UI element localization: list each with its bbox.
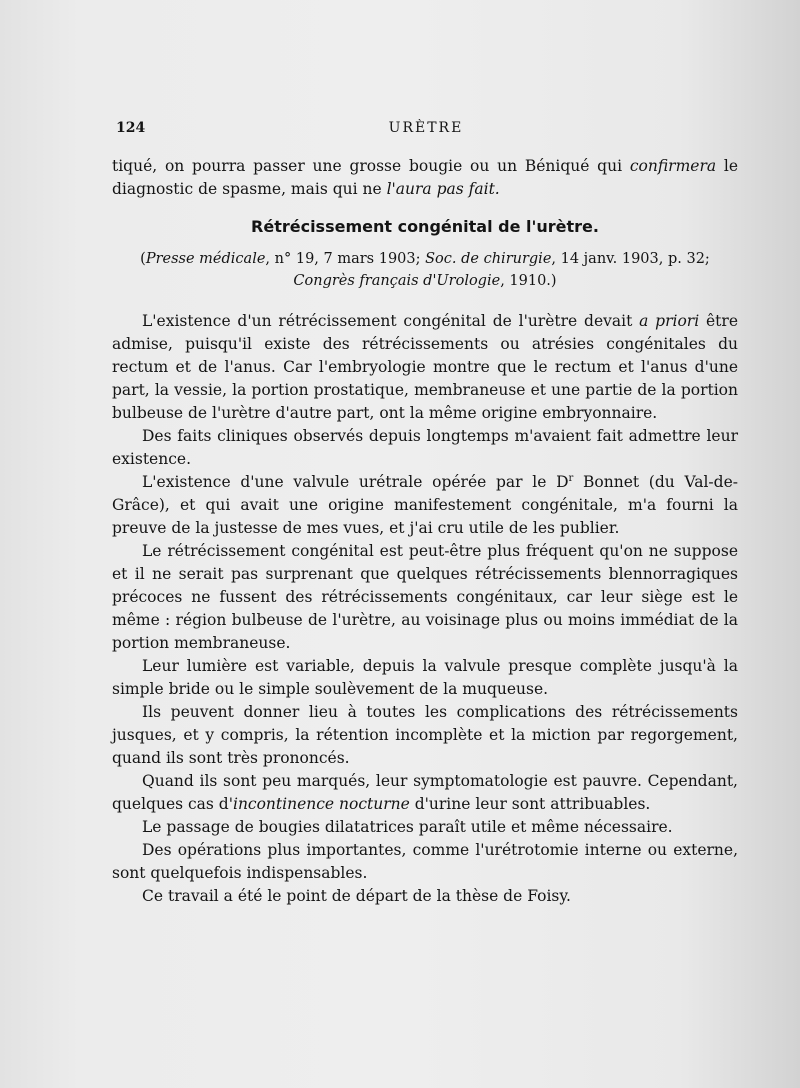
paragraph-3 <box>112 471 738 540</box>
refs-text-2: , 14 janv. 1903, p. 32; <box>551 251 710 267</box>
p7-italic: incontinence nocturne <box>232 795 410 813</box>
refs-open: ( <box>140 251 146 267</box>
intro-paragraph <box>112 155 738 201</box>
p3-text-2: Bonnet (du Val-de-Grâce), et qui avait une origine manifestement congénitale, m'a fourni la preuve de la justesse de mes vues, et j'ai cru utile de les publier. <box>112 473 738 537</box>
p7-text-2: d'urine leur sont attribuables. <box>409 795 651 813</box>
p7-text-1: Quand ils sont peu marqués, leur symptomatologie est pauvre. Cependant, quelques cas d' <box>112 772 738 813</box>
p3-superscript: r <box>568 472 574 484</box>
page-number: 124 <box>116 120 146 136</box>
p3-text-1: L'existence d'une valvule urétrale opérée par le D <box>142 473 569 491</box>
p1-text-2: être admise, puisqu'il existe des rétrécissements ou atrésies congénitales du rectum et de l'anus. Car l'embryologie montre que le rectum et l'anus d'une part, la vessie, la portion prostatique, membraneuse et une partie de la portion bulbeuse de l'urètre d'autre part, ont la même origine embryonnaire. <box>112 312 738 422</box>
paragraph-7 <box>112 770 738 816</box>
p1-italic: a priori <box>639 312 700 330</box>
paragraph-8: Le passage de bougies dilatatrices paraît utile et même nécessaire. <box>142 818 673 836</box>
page-header <box>116 120 736 140</box>
paragraph-2: Des faits cliniques observés depuis longtemps m'avaient fait admettre leur existence. <box>112 427 738 468</box>
page-body <box>112 155 738 908</box>
paragraph-9: Des opérations plus importantes, comme l'urétrotomie interne ou externe, sont quelquefois indispensables. <box>112 841 738 882</box>
refs-journal-2: Soc. de chirurgie <box>425 251 552 267</box>
refs-journal-3: Congrès français d'Urologie <box>293 273 501 289</box>
refs-text-1: , n° 19, 7 mars 1903; <box>265 251 426 267</box>
paragraph-5: Leur lumière est variable, depuis la valvule presque complète jusqu'à la simple bride ou le simple soulèvement de la muqueuse. <box>112 657 738 698</box>
paragraph-1 <box>112 310 738 425</box>
refs-text-3: , 1910.) <box>500 273 557 289</box>
paragraph-4: Le rétrécissement congénital est peut-être plus fréquent qu'on ne suppose et il ne serait pas surprenant que quelques rétrécissements blennorragiques précoces ne fussent des rétrécissements congénitaux, car leur siège est le même : région bulbeuse de l'urètre, au voisinage plus ou moins immédiat de la portion membraneuse. <box>112 542 738 652</box>
intro-italic-1: confirmera <box>629 157 717 175</box>
refs-journal-1: Presse médicale <box>145 251 266 267</box>
paragraph-10: Ce travail a été le point de départ de la thèse de Foisy. <box>142 887 571 905</box>
intro-italic-2: l'aura pas fait. <box>386 180 500 198</box>
section-title: Rétrécissement congénital de l'urètre. <box>251 217 599 236</box>
intro-text-2: le diagnostic de spasme, mais qui ne <box>112 157 738 198</box>
section-references <box>112 248 738 292</box>
intro-text-1: tiqué, on pourra passer une grosse bougie ou un Béniqué qui <box>112 157 630 175</box>
paragraph-6: Ils peuvent donner lieu à toutes les complications des rétrécissements jusques, et y compris, la rétention incomplète et la miction par regorgement, quand ils sont très prononcés. <box>112 703 738 767</box>
p1-text-1: L'existence d'un rétrécissement congénital de l'urètre devait <box>142 312 640 330</box>
running-title: URÈTRE <box>388 120 464 136</box>
